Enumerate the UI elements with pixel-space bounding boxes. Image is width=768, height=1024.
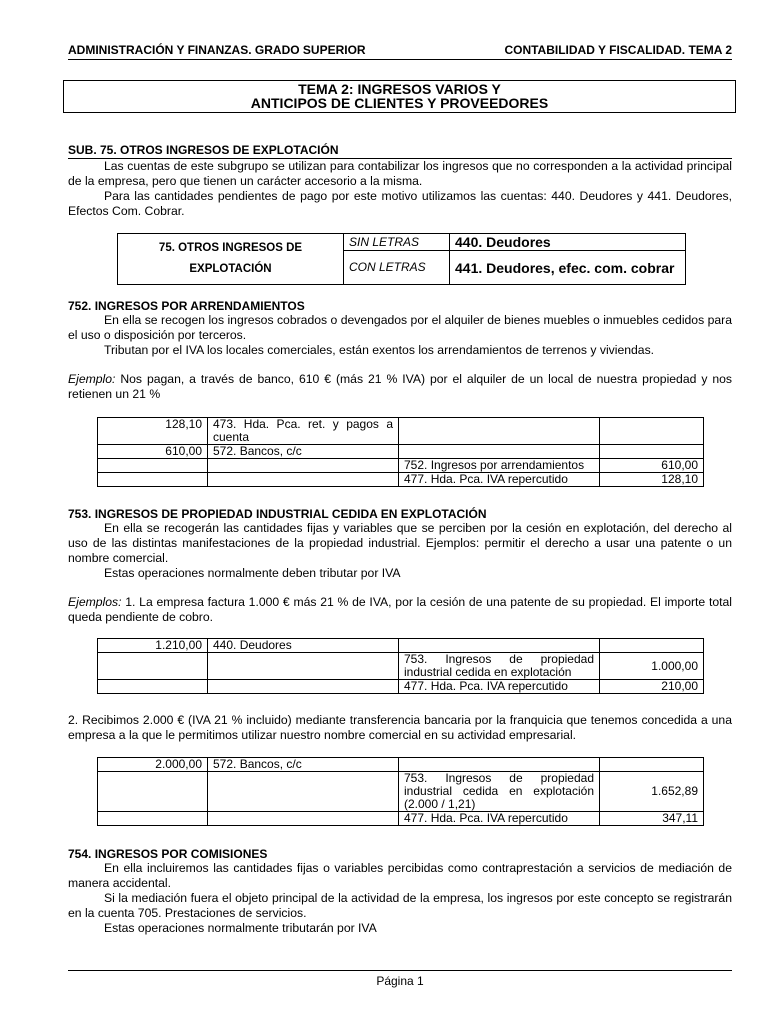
section-752 xyxy=(68,299,732,402)
credit-amount: 1.000,00 xyxy=(600,653,704,680)
page-number: Página 1 xyxy=(376,974,424,988)
credit-amount xyxy=(600,445,704,459)
section-heading: SUB. 75. OTROS INGRESOS DE EXPLOTACIÓN xyxy=(68,143,732,159)
debit-account: 572. Bancos, c/c xyxy=(208,445,399,459)
paragraph: En ella se recogen los ingresos cobrados o devengados por el alquiler de bienes muebles o inmuebles cedidos para el uso o disposición por terceros. xyxy=(68,313,732,342)
footer-rule xyxy=(68,970,732,971)
journal-entry-753-2 xyxy=(97,757,704,826)
debit-account: 572. Bancos, c/c xyxy=(208,758,399,772)
debit-account: 473. Hda. Pca. ret. y pagos a cuenta xyxy=(208,418,399,445)
paragraph: Para las cantidades pendientes de pago por este motivo utilizamos las cuentas: 440. Deudores y 441. Deudores, Efectos Com. Cobrar. xyxy=(68,189,732,218)
paragraph: Las cuentas de este subgrupo se utilizan para contabilizar los ingresos que no corresponden a la actividad principal de la empresa, pero que tienen un carácter accesorio a la misma. xyxy=(68,159,732,188)
debit-amount: 128,10 xyxy=(98,418,208,445)
section-753 xyxy=(68,507,732,625)
example-paragraph: 2. Recibimos 2.000 € (IVA 21 % incluido) mediante transferencia bancaria por la franquicia que tenemos concedida a una empresa a la que le permitimos utilizar nuestro nombre comercial en su actividad empresarial. xyxy=(68,713,732,742)
paragraph: En ella incluiremos las cantidades fijas o variables percibidas como contraprestación a servicios de mediación de manera accidental. xyxy=(68,861,732,890)
debit-account xyxy=(208,772,399,812)
credit-account: 477. Hda. Pca. IVA repercutido xyxy=(399,680,600,694)
section-754 xyxy=(68,847,732,936)
credit-account: 753. Ingresos de propiedad industrial cedida en explotación (2.000 / 1,21) xyxy=(399,772,600,812)
example-paragraph: Ejemplo: Nos pagan, a través de banco, 610 € (más 21 % IVA) por el alquiler de un local de nuestra propiedad y nos retienen un 21 % xyxy=(68,372,732,401)
header-rule xyxy=(68,59,732,60)
debit-account xyxy=(208,812,399,826)
debit-account xyxy=(208,473,399,487)
journal-entry-753-1 xyxy=(97,638,704,694)
section-heading: 752. INGRESOS POR ARRENDAMIENTOS xyxy=(68,299,305,313)
credit-account xyxy=(399,639,600,653)
summary-type-cell: SIN LETRAS xyxy=(344,234,450,251)
example-paragraph: Ejemplos: 1. La empresa factura 1.000 € más 21 % de IVA, por la cesión de una patente de su propiedad. El importe total queda pendiente de cobro. xyxy=(68,595,732,624)
credit-account: 753. Ingresos de propiedad industrial cedida en explotación xyxy=(399,653,600,680)
credit-amount: 1.652,89 xyxy=(600,772,704,812)
paragraph: Estas operaciones normalmente tributarán por IVA xyxy=(104,921,377,935)
paragraph: Estas operaciones normalmente deben tributar por IVA xyxy=(104,566,401,580)
section-sub75 xyxy=(68,143,732,219)
credit-account: 752. Ingresos por arrendamientos xyxy=(399,459,600,473)
credit-amount xyxy=(600,758,704,772)
credit-account xyxy=(399,418,600,445)
debit-amount xyxy=(98,473,208,487)
summary-account-cell: 441. Deudores, efec. com. cobrar xyxy=(450,251,686,285)
debit-account xyxy=(208,459,399,473)
debit-amount xyxy=(98,653,208,680)
debit-amount xyxy=(98,680,208,694)
example-2 xyxy=(68,713,732,743)
title-box xyxy=(63,80,736,113)
journal-entry-752 xyxy=(97,417,704,487)
credit-account xyxy=(399,445,600,459)
accounts-summary-table xyxy=(117,233,686,285)
credit-amount: 210,00 xyxy=(600,680,704,694)
credit-amount: 128,10 xyxy=(600,473,704,487)
debit-amount xyxy=(98,812,208,826)
debit-amount xyxy=(98,459,208,473)
summary-label-cell: 75. OTROS INGRESOS DE EXPLOTACIÓN xyxy=(118,234,344,285)
credit-amount: 347,11 xyxy=(600,812,704,826)
credit-account xyxy=(399,758,600,772)
header-left: ADMINISTRACIÓN Y FINANZAS. GRADO SUPERIOR xyxy=(68,43,366,57)
credit-amount xyxy=(600,639,704,653)
credit-amount: 610,00 xyxy=(600,459,704,473)
debit-account xyxy=(208,653,399,680)
summary-account-cell: 440. Deudores xyxy=(450,234,686,251)
header-right: CONTABILIDAD Y FISCALIDAD. TEMA 2 xyxy=(504,43,732,57)
title-line-1: TEMA 2: INGRESOS VARIOS Y xyxy=(298,81,501,97)
debit-account: 440. Deudores xyxy=(208,639,399,653)
section-heading: 753. INGRESOS DE PROPIEDAD INDUSTRIAL CEDIDA EN EXPLOTACIÓN xyxy=(68,507,487,521)
debit-account xyxy=(208,680,399,694)
paragraph: Si la mediación fuera el objeto principal de la actividad de la empresa, los ingresos por este concepto se registrarán en la cuenta 705. Prestaciones de servicios. xyxy=(68,891,732,920)
section-heading: 754. INGRESOS POR COMISIONES xyxy=(68,847,268,861)
debit-amount: 2.000,00 xyxy=(98,758,208,772)
summary-type-cell: CON LETRAS xyxy=(344,251,450,285)
debit-amount xyxy=(98,772,208,812)
paragraph: En ella se recogerán las cantidades fijas y variables que se perciben por la cesión en explotación, del derecho al uso de las distintas manifestaciones de la propiedad industrial. Ejemplos: permitir el derecho a usar una patente o un nombre comercial. xyxy=(68,521,732,565)
debit-amount: 1.210,00 xyxy=(98,639,208,653)
credit-account: 477. Hda. Pca. IVA repercutido xyxy=(399,812,600,826)
debit-amount: 610,00 xyxy=(98,445,208,459)
credit-account: 477. Hda. Pca. IVA repercutido xyxy=(399,473,600,487)
credit-amount xyxy=(600,418,704,445)
paragraph: Tributan por el IVA los locales comerciales, están exentos los arrendamientos de terrenos y viviendas. xyxy=(104,343,655,357)
title-line-2: ANTICIPOS DE CLIENTES Y PROVEEDORES xyxy=(250,95,549,111)
